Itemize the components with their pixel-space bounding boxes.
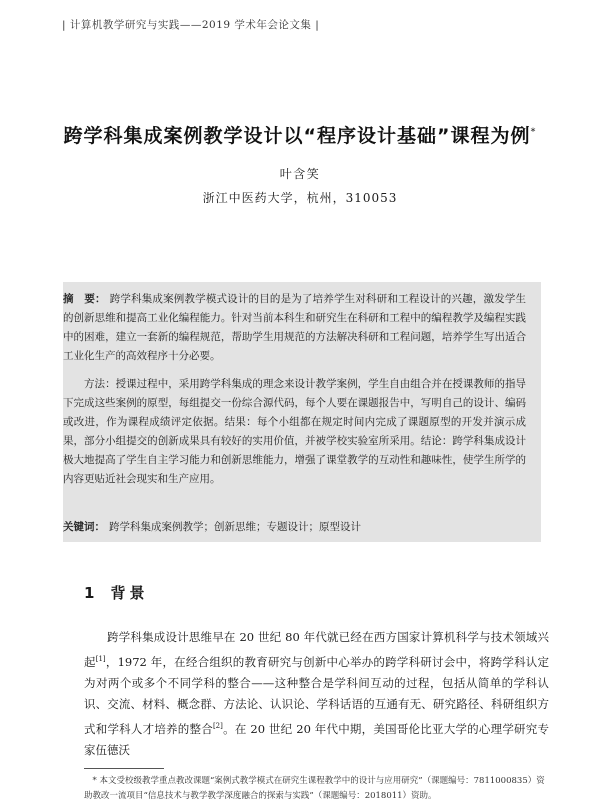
body-paragraph	[84, 627, 549, 762]
body-text-part2: ，1972 年，在经合组织的教育研究与创新中心举办的跨学科研讨会中，将跨学科认定为对两个或多个不同学科的整合——这种整合是学科间互动的过程，包括从简单的学科认识、交流、材料、概念群、方法论、认识论、学科话语的互通有无、研究路径、科研组织方式和学科人才培养的整合	[84, 654, 550, 736]
citation-1: [1]	[95, 654, 106, 663]
footnote: * 本文受校级教学重点教改课题“案例式教学模式在研究生课程教学中的设计与应用研究”（课题编号：7811000835）资助教改一流项目“信息技术与教学教学深度融合的探索与实践”（课题编号：2018011）资助。	[84, 776, 545, 801]
title-footnote-mark: *	[530, 126, 537, 138]
section-number: 1	[84, 584, 99, 602]
keywords-label: 关键词：	[63, 521, 105, 533]
section-heading	[84, 582, 148, 603]
section-title: 背景	[110, 584, 149, 602]
abstract-method	[63, 375, 526, 489]
running-header: | 计算机教学研究与实践——2019 学术年会论文集 |	[62, 19, 320, 31]
abstract-purpose	[63, 290, 526, 366]
author-name: 叶含笑	[279, 167, 321, 181]
keywords-text: 跨学科集成案例教学；创新思维；专题设计；原型设计	[109, 521, 361, 533]
paper-title-text: 跨学科集成案例教学设计以“程序设计基础”课程为例	[63, 125, 531, 147]
citation-2: [2]	[212, 721, 223, 730]
paper-title	[0, 121, 600, 148]
body-text-part3: 。在 20 世纪 20 年代中期，美国哥伦比亚大学的心理学研究专家伍德沃	[84, 721, 549, 758]
abstract-keywords	[63, 518, 526, 537]
author-affiliation: 浙江中医药大学，杭州，310053	[202, 191, 398, 205]
footnote-divider	[84, 768, 164, 769]
body-text-part1: 跨学科集成设计思维早在 20 世纪 80 年代就已经在西方国家计算机科学与技术领域兴起	[84, 630, 549, 669]
abstract-purpose-text: 跨学科集成案例教学模式设计的目的是为了培养学生对科研和工程设计的兴趣，激发学生的创新思维和提高工业化编程能力。针对当前本科生和研究生在科研和工程中的编程教学及编程实践中的困难，建立一套新的编程规范，帮助学生用规范的方法解决科研和工程问题，培养学生写出适合工业化生产的高效程序十分必要。	[63, 293, 527, 362]
abstract-method-text: 方法：授课过程中，采用跨学科集成的理念来设计教学案例，学生自由组合并在授课教师的指导下完成这些案例的原型，每组提交一份综合源代码，每个人要在课题报告中，写明自己的设计、编码或改进，作为课程成绩评定依据。结果：每个小组都在规定时间内完成了课题原型的开发并演示成果，部分小组提交的创新成果具有较好的实用价值，并被学校实验室所采用。结论：跨学科集成设计极大地提高了学生自主学习能力和创新思维能力，增强了课堂教学的互动性和趣味性，使学生所学的内容更贴近社会现实和生产应用。	[63, 378, 526, 485]
abstract-label: 摘 要：	[63, 293, 106, 305]
